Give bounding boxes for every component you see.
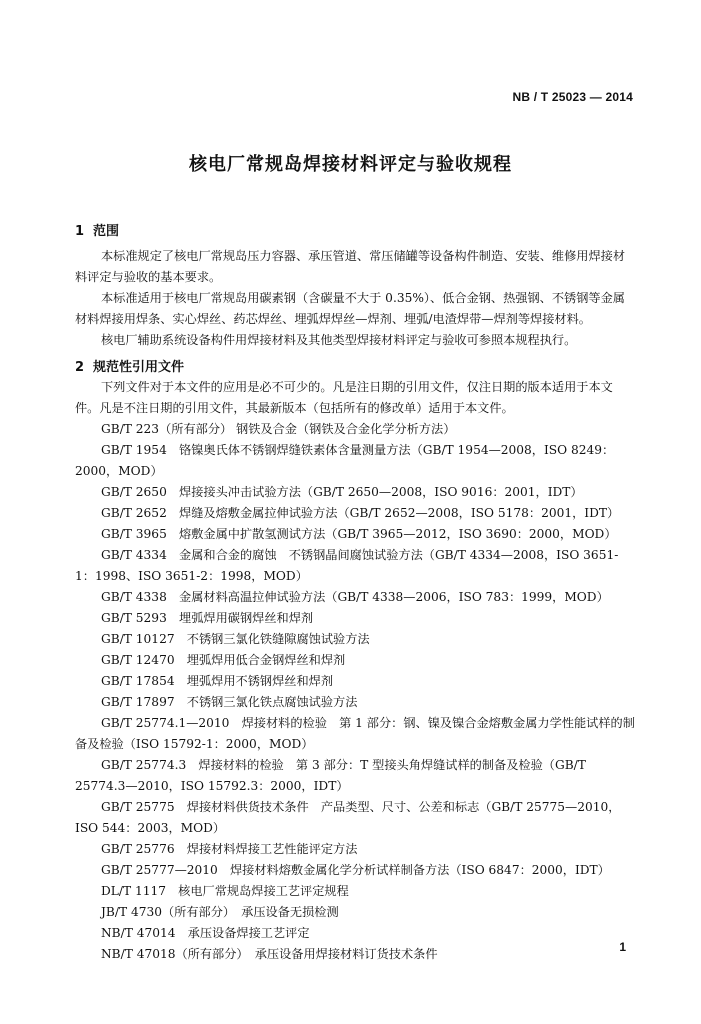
reference-item: GB/T 4338 金属材料高温拉伸试验方法（GB/T 4338—2006，ISO 783：1999，MOD）	[101, 590, 609, 604]
reference-item: GB/T 25774.1—2010 焊接材料的检验 第 1 部分：钢、镍及镍合金熔敷金属力学性能试样的制备及检验（ISO 15792-1：2000，MOD）	[75, 716, 635, 751]
reference-item: GB/T 2652 焊缝及熔敷金属拉伸试验方法（GB/T 2652—2008，ISO 5178：2001，IDT）	[101, 506, 620, 520]
reference-item: GB/T 17897 不锈钢三氯化铁点腐蚀试验方法	[101, 695, 358, 709]
reference-item: GB/T 223（所有部分） 钢铁及合金（钢铁及合金化学分析方法）	[101, 422, 456, 436]
page-number: 1	[619, 940, 626, 954]
reference-item: GB/T 1954 铬镍奥氏体不锈钢焊缝铁素体含量测量方法（GB/T 1954—2008，ISO 8249：2000，MOD）	[75, 443, 615, 478]
section-heading-scope	[75, 220, 119, 239]
reference-item: DL/T 1117 核电厂常规岛焊接工艺评定规程	[101, 884, 349, 898]
paragraph: 下列文件对于本文件的应用是必不可少的。凡是注日期的引用文件，仅注日期的版本适用于本文件。凡是不注日期的引用文件，其最新版本（包括所有的修改单）适用于本文件。	[75, 380, 613, 415]
reference-item: GB/T 5293 埋弧焊用碳钢焊丝和焊剂	[101, 611, 314, 625]
section-heading-normative-references	[75, 356, 184, 375]
reference-item: GB/T 3965 熔敷金属中扩散氢测试方法（GB/T 3965—2012，ISO 3690：2000，MOD）	[101, 527, 617, 541]
standard-code: NB / T 25023 — 2014	[512, 90, 633, 104]
reference-item: GB/T 4334 金属和合金的腐蚀 不锈钢晶间腐蚀试验方法（GB/T 4334—2008，ISO 3651-1：1998、ISO 3651-2：1998，MOD）	[75, 548, 619, 583]
reference-item: JB/T 4730（所有部分） 承压设备无损检测	[101, 905, 339, 919]
paragraph: 核电厂辅助系统设备构件用焊接材料及其他类型焊接材料评定与验收可参照本规程执行。	[101, 333, 577, 347]
reference-item: GB/T 25775 焊接材料供货技术条件 产品类型、尺寸、公差和标志（GB/T 25775—2010，ISO 544：2003，MOD）	[75, 800, 621, 835]
paragraph: 本标准适用于核电厂常规岛用碳素钢（含碳量不大于 0.35%）、低合金钢、热强钢、不锈钢等金属材料焊接用焊条、实心焊丝、药芯焊丝、埋弧焊焊丝—焊剂、埋弧/电渣焊带—焊剂等焊接材料。	[75, 291, 625, 326]
reference-item: GB/T 10127 不锈钢三氯化铁缝隙腐蚀试验方法	[101, 632, 370, 646]
section-title: 规范性引用文件	[93, 360, 185, 375]
reference-item: GB/T 2650 焊接接头冲击试验方法（GB/T 2650—2008，ISO 9016：2001，IDT）	[101, 485, 583, 499]
reference-item: GB/T 12470 埋弧焊用低合金钢焊丝和焊剂	[101, 653, 346, 667]
reference-item: GB/T 25776 焊接材料焊接工艺性能评定方法	[101, 842, 358, 856]
reference-item: GB/T 25774.3 焊接材料的检验 第 3 部分：T 型接头角焊缝试样的制备及检验（GB/T 25774.3—2010，ISO 15792.3：2000，IDT）	[75, 758, 586, 793]
reference-list	[75, 419, 635, 965]
section-number: 1	[75, 224, 85, 239]
section-title: 范围	[93, 224, 120, 239]
reference-item: GB/T 17854 埋弧焊用不锈钢焊丝和焊剂	[101, 674, 334, 688]
page-title: 核电厂常规岛焊接材料评定与验收规程	[189, 154, 512, 175]
reference-item: NB/T 47018（所有部分） 承压设备用焊接材料订货技术条件	[101, 947, 438, 961]
reference-item: GB/T 25777—2010 焊接材料熔敷金属化学分析试样制备方法（ISO 6847：2000，IDT）	[101, 863, 610, 877]
reference-item: NB/T 47014 承压设备焊接工艺评定	[101, 926, 310, 940]
paragraph: 本标准规定了核电厂常规岛压力容器、承压管道、常压储罐等设备构件制造、安装、维修用焊接材料评定与验收的基本要求。	[75, 249, 626, 284]
section-number: 2	[75, 360, 85, 375]
